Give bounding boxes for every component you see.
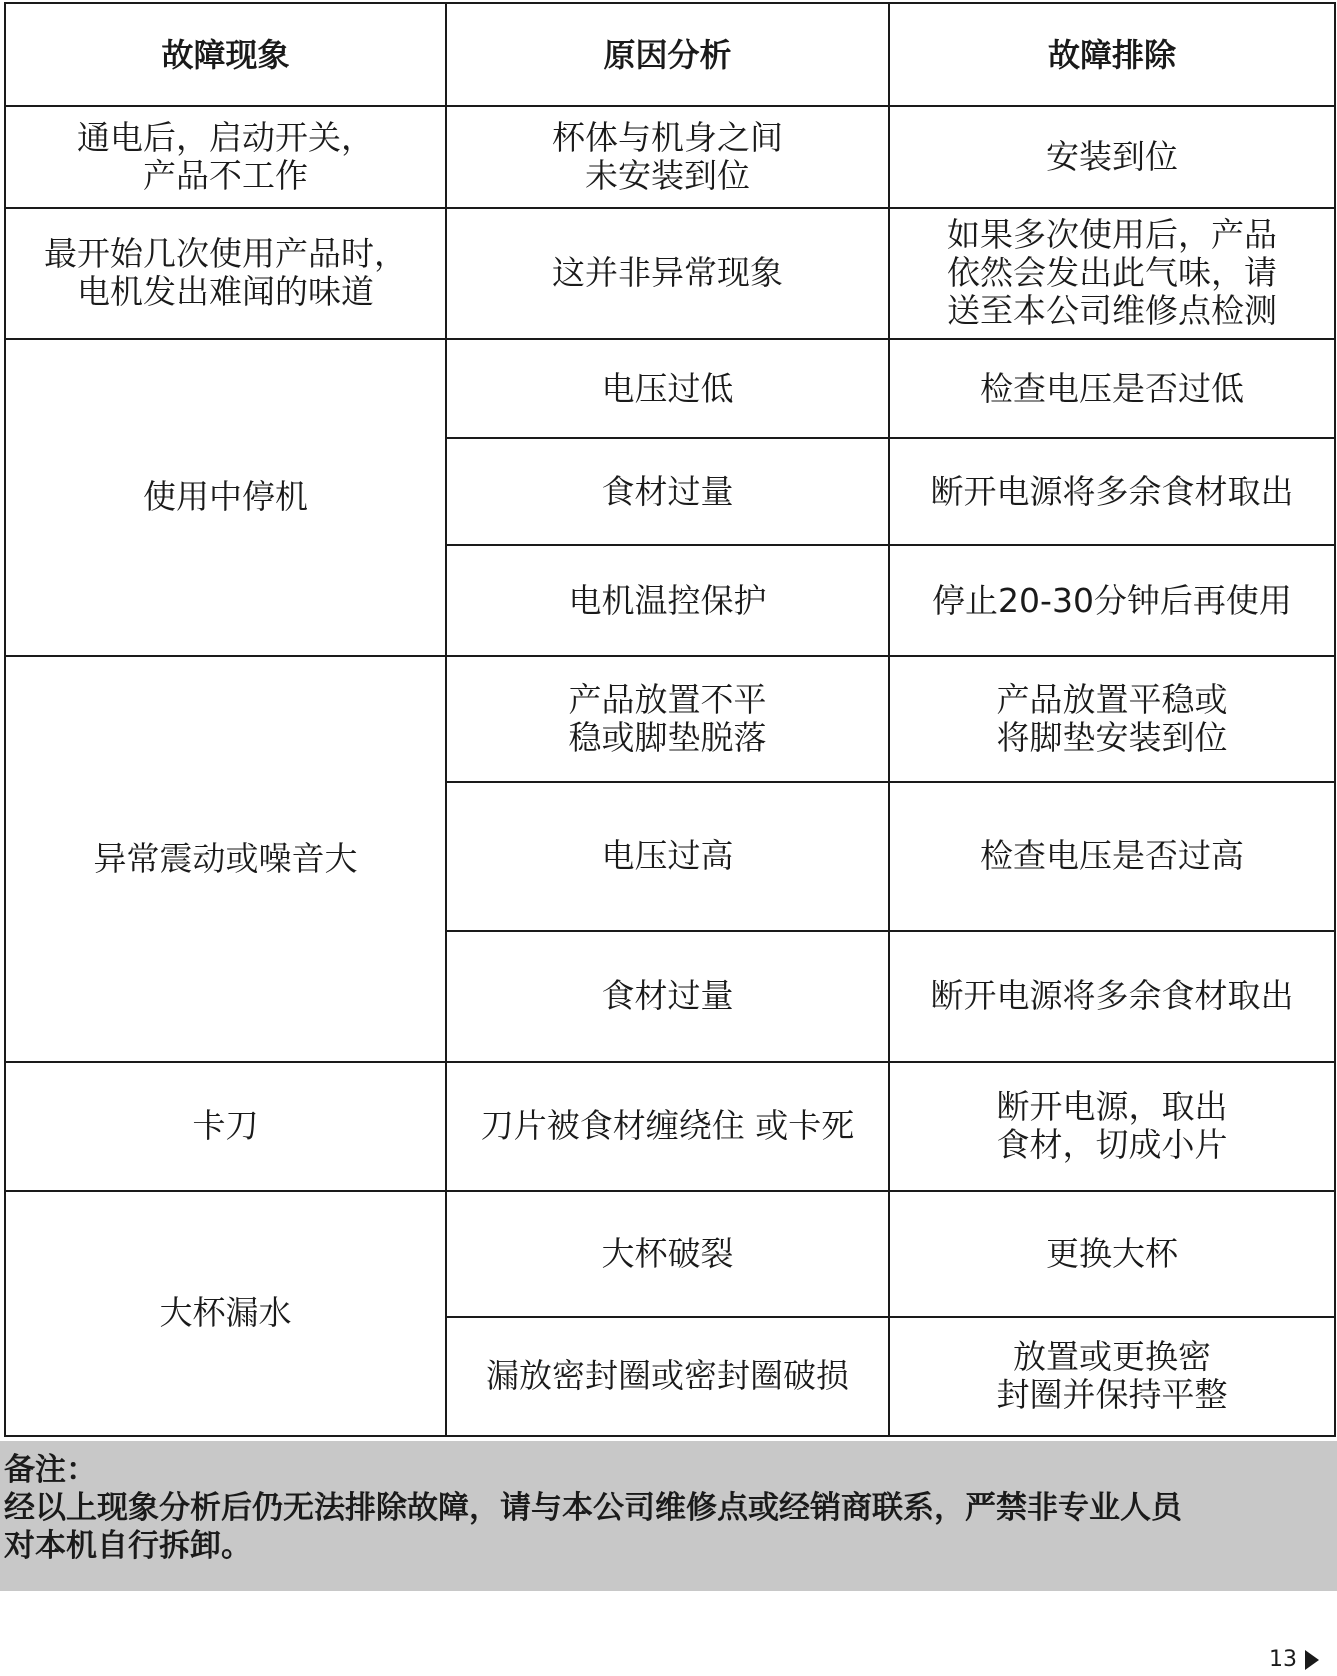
table-row xyxy=(5,656,1335,782)
table-row xyxy=(5,106,1335,208)
note-line: 对本机自行拆卸。 xyxy=(4,1528,252,1564)
cause-line: 未安装到位 xyxy=(585,155,750,195)
cause-line: 产品放置不平 xyxy=(568,680,767,720)
table-header-row xyxy=(5,3,1335,106)
fix-cell xyxy=(889,208,1335,339)
fix-cell xyxy=(889,545,1335,656)
cause-line: 电压过低 xyxy=(601,368,734,408)
symptom-line: 异常震动或噪音大 xyxy=(93,838,358,878)
cause-line: 电压过高 xyxy=(601,836,734,876)
symptom-cell xyxy=(5,1062,446,1191)
fix-line: 停止20-30分钟后再使用 xyxy=(932,580,1292,620)
symptom-cell xyxy=(5,339,446,656)
symptom-line: 大杯漏水 xyxy=(159,1293,292,1333)
header-symptom: 故障现象 xyxy=(5,3,446,106)
arrow-right-icon xyxy=(1305,1650,1319,1670)
fix-line: 送至本公司维修点检测 xyxy=(947,291,1277,331)
fix-line: 将脚垫安装到位 xyxy=(996,718,1228,758)
fix-cell xyxy=(889,656,1335,782)
symptom-line: 使用中停机 xyxy=(143,477,308,517)
fix-cell xyxy=(889,106,1335,208)
page-number-indicator xyxy=(1269,1647,1319,1672)
note-box xyxy=(0,1441,1337,1591)
fix-line: 更换大杯 xyxy=(1046,1233,1178,1273)
symptom-line: 产品不工作 xyxy=(143,155,308,195)
cause-cell xyxy=(446,782,889,930)
cause-cell xyxy=(446,656,889,782)
cause-line: 电机温控保护 xyxy=(568,580,767,620)
cause-line: 刀片被食材缠绕住 或卡死 xyxy=(480,1106,855,1146)
symptom-line: 最开始几次使用产品时， xyxy=(44,234,407,274)
table-row xyxy=(5,1191,1335,1317)
cause-line: 大杯破裂 xyxy=(601,1233,734,1273)
fix-cell xyxy=(889,339,1335,439)
symptom-cell xyxy=(5,656,446,1062)
fix-line: 放置或更换密 xyxy=(1013,1337,1211,1377)
page-number: 13 xyxy=(1269,1647,1297,1672)
fix-line: 断开电源将多余食材取出 xyxy=(930,976,1294,1016)
fix-line: 断开电源，取出 xyxy=(996,1087,1228,1127)
fix-line: 产品放置平稳或 xyxy=(996,680,1228,720)
fix-line: 检查电压是否过低 xyxy=(980,368,1244,408)
cause-cell xyxy=(446,931,889,1062)
cause-cell xyxy=(446,339,889,439)
cause-line: 食材过量 xyxy=(601,976,734,1016)
symptom-cell xyxy=(5,106,446,208)
fix-line: 如果多次使用后，产品 xyxy=(947,215,1277,255)
note-line: 经以上现象分析后仍无法排除故障，请与本公司维修点或经销商联系，严禁非专业人员 xyxy=(4,1490,1182,1526)
fix-cell xyxy=(889,1062,1335,1191)
fix-line: 断开电源将多余食材取出 xyxy=(930,471,1294,511)
cause-cell xyxy=(446,106,889,208)
symptom-cell xyxy=(5,208,446,339)
fix-cell xyxy=(889,438,1335,545)
cause-cell xyxy=(446,1317,889,1436)
cause-line: 杯体与机身之间 xyxy=(552,117,783,157)
cause-cell xyxy=(446,1191,889,1317)
symptom-cell xyxy=(5,1191,446,1436)
cause-cell xyxy=(446,208,889,339)
fix-cell xyxy=(889,782,1335,930)
table-row xyxy=(5,1062,1335,1191)
note-title: 备注： xyxy=(4,1452,97,1488)
symptom-line: 通电后，启动开关， xyxy=(77,117,374,157)
symptom-line: 电机发出难闻的味道 xyxy=(77,272,374,312)
cause-line: 漏放密封圈或密封圈破损 xyxy=(486,1356,849,1396)
header-fix: 故障排除 xyxy=(889,3,1335,106)
fix-cell xyxy=(889,931,1335,1062)
fix-line: 依然会发出此气味，请 xyxy=(947,253,1277,293)
cause-line: 食材过量 xyxy=(601,471,734,511)
troubleshooting-table xyxy=(4,2,1336,1437)
fix-cell xyxy=(889,1191,1335,1317)
cause-line: 这并非异常现象 xyxy=(552,253,783,293)
header-cause: 原因分析 xyxy=(446,3,889,106)
fix-cell xyxy=(889,1317,1335,1436)
table-row xyxy=(5,208,1335,339)
fix-line: 食材，切成小片 xyxy=(996,1125,1228,1165)
symptom-line: 卡刀 xyxy=(192,1106,259,1146)
fix-line: 安装到位 xyxy=(1046,136,1178,176)
cause-line: 稳或脚垫脱落 xyxy=(568,718,767,758)
fix-line: 检查电压是否过高 xyxy=(980,836,1244,876)
cause-cell xyxy=(446,1062,889,1191)
cause-cell xyxy=(446,545,889,656)
table-row xyxy=(5,339,1335,439)
cause-cell xyxy=(446,438,889,545)
fix-line: 封圈并保持平整 xyxy=(996,1375,1228,1415)
